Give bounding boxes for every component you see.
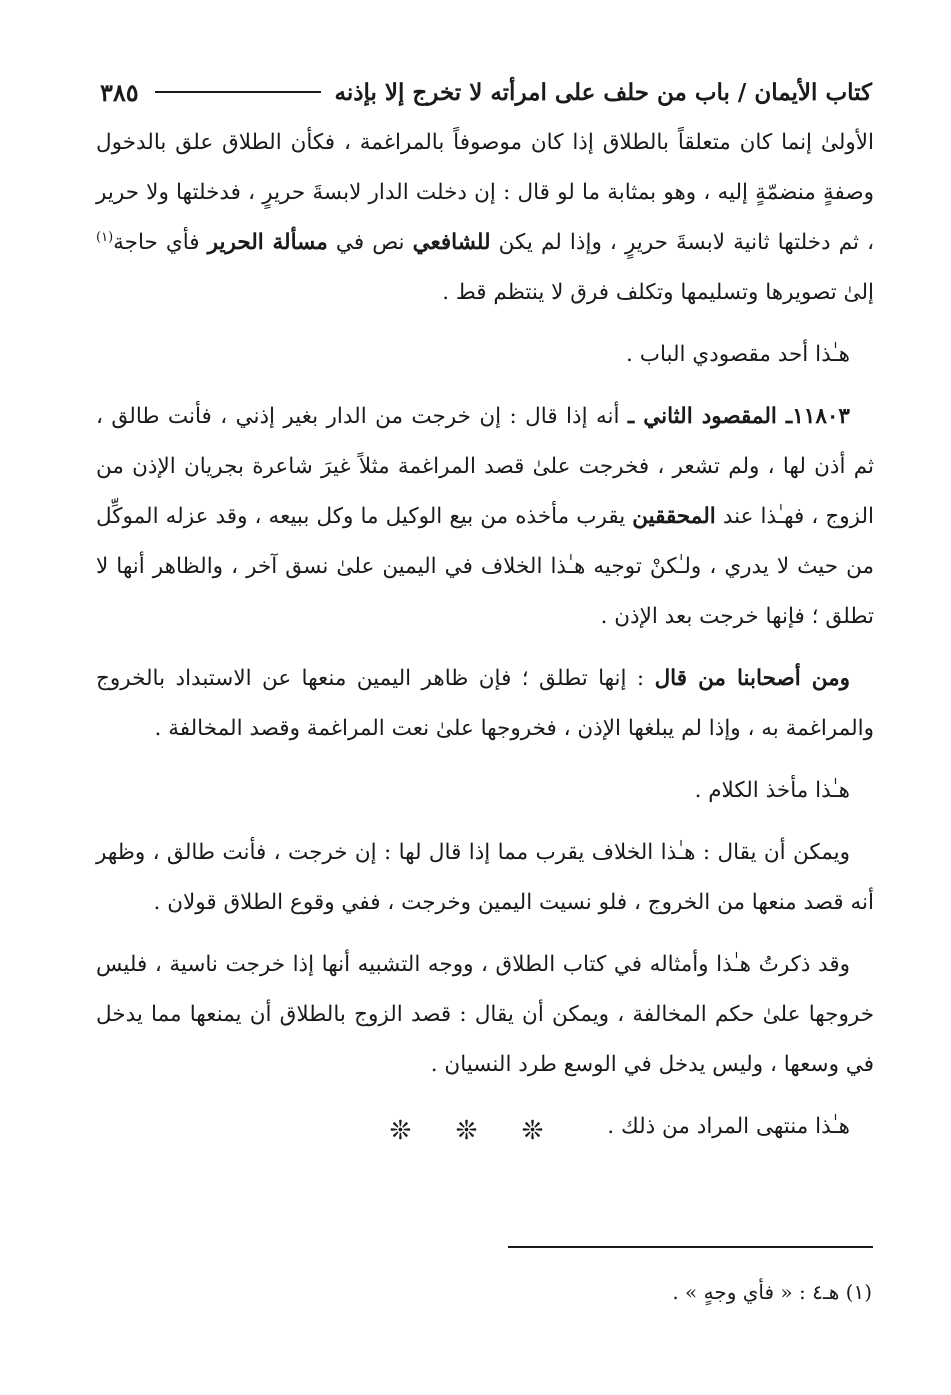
- section-separator: ❊ ❊ ❊: [389, 1116, 562, 1146]
- bold-term: ومن أصحابنا من قال: [654, 666, 851, 691]
- main-text: [96, 118, 874, 1164]
- footnote: (١) هـ٤ : « فأي وجهٍ » .: [672, 1280, 872, 1304]
- paragraph-5: هـٰذا مأخذ الكلام .: [694, 778, 850, 803]
- header-title: كتاب الأيمان / باب من حلف على امرأته لا تخرج إلا بإذنه: [334, 78, 872, 106]
- section-heading: ١١٨٠٣ـ المقصود الثاني ـ: [627, 404, 850, 429]
- paragraph-6: ويمكن أن يقال : هـٰذا الخلاف يقرب مما إذا قال لها : إن خرجت ، فأنت طالق ، وظهر أنه قصد منعها من الخروج ، فلو نسيت اليمين وخرجت ، ففي وقوع الطلاق قولان .: [96, 840, 874, 915]
- text-run: نص في: [327, 230, 413, 255]
- footnote-ref: (١): [96, 229, 114, 245]
- footnote-rule: [508, 1246, 873, 1248]
- paragraph-8: هـٰذا منتهى المراد من ذلك .: [607, 1114, 850, 1139]
- paragraph-7: وقد ذكرتُ هـٰذا وأمثاله في كتاب الطلاق ، ووجه التشبيه أنها إذا خرجت ناسية ، فليس خروجها علىٰ حكم المخالفة ، ويمكن أن يقال : قصد الزوج بالطلاق أن يمنعها مما يدخل في وسعها ، وليس يدخل في الوسع طرد النسيان .: [96, 952, 874, 1077]
- running-header: [100, 70, 872, 114]
- text-run: الأولىٰ إنما كان متعلقاً بالطلاق إذا كان موصوفاً بالمراغمة ، فكأن الطلاق علق بالدخول وصفةٍ منضمّةٍ إليه ، وهو بمثابة ما لو قال : إن دخلت الدار لابسةَ حريرٍ ، فدخلتها ولا حرير ، ثم دخلتها ثانية لابسةَ حريرٍ ، وإذا لم يكن: [96, 130, 875, 255]
- header-rule: [155, 91, 321, 93]
- text-run: يقرب مأخذه من بيع الوكيل ما وكل ببيعه ، وقد عزله الموكِّل من حيث لا يدري ، ولـٰكنْ توجيه هـٰذا الخلاف في اليمين علىٰ نسق آخر ، والظاهر أنها لا تطلق ؛ فإنها خرجت بعد الإذن .: [96, 504, 874, 629]
- bold-term: للشافعي: [412, 230, 491, 255]
- bold-term: مسألة الحرير: [207, 230, 328, 255]
- text-run: إلىٰ تصويرها وتسليمها وتكلف فرق لا ينتظم قط .: [442, 280, 874, 305]
- text-run: فأي حاجة: [113, 230, 208, 255]
- bold-term: المحققين: [632, 504, 716, 529]
- page-number: ٣٨٥: [100, 77, 139, 107]
- paragraph-4: [96, 654, 874, 754]
- paragraph-1: [96, 118, 874, 318]
- paragraph-3: [96, 392, 874, 642]
- paragraph-2: هـٰذا أحد مقصودي الباب .: [626, 342, 850, 367]
- text-run: أنه إذا قال : إن خرجت من الدار بغير إذني ، فأنت طالق ، ثم أذن لها ، ولم تشعر ، فخرجت علىٰ قصد المراغمة مثلاً غيرَ شاعرة بجريان الإذن من الزوج ، فهـٰذا عند: [96, 404, 874, 529]
- text-run: : إنها تطلق ؛ فإن ظاهر اليمين منعها عن الاستبداد بالخروج والمراغمة به ، وإذا لم يبلغها الإذن ، فخروجها علىٰ نعت المراغمة وقصد المخالفة .: [96, 666, 874, 741]
